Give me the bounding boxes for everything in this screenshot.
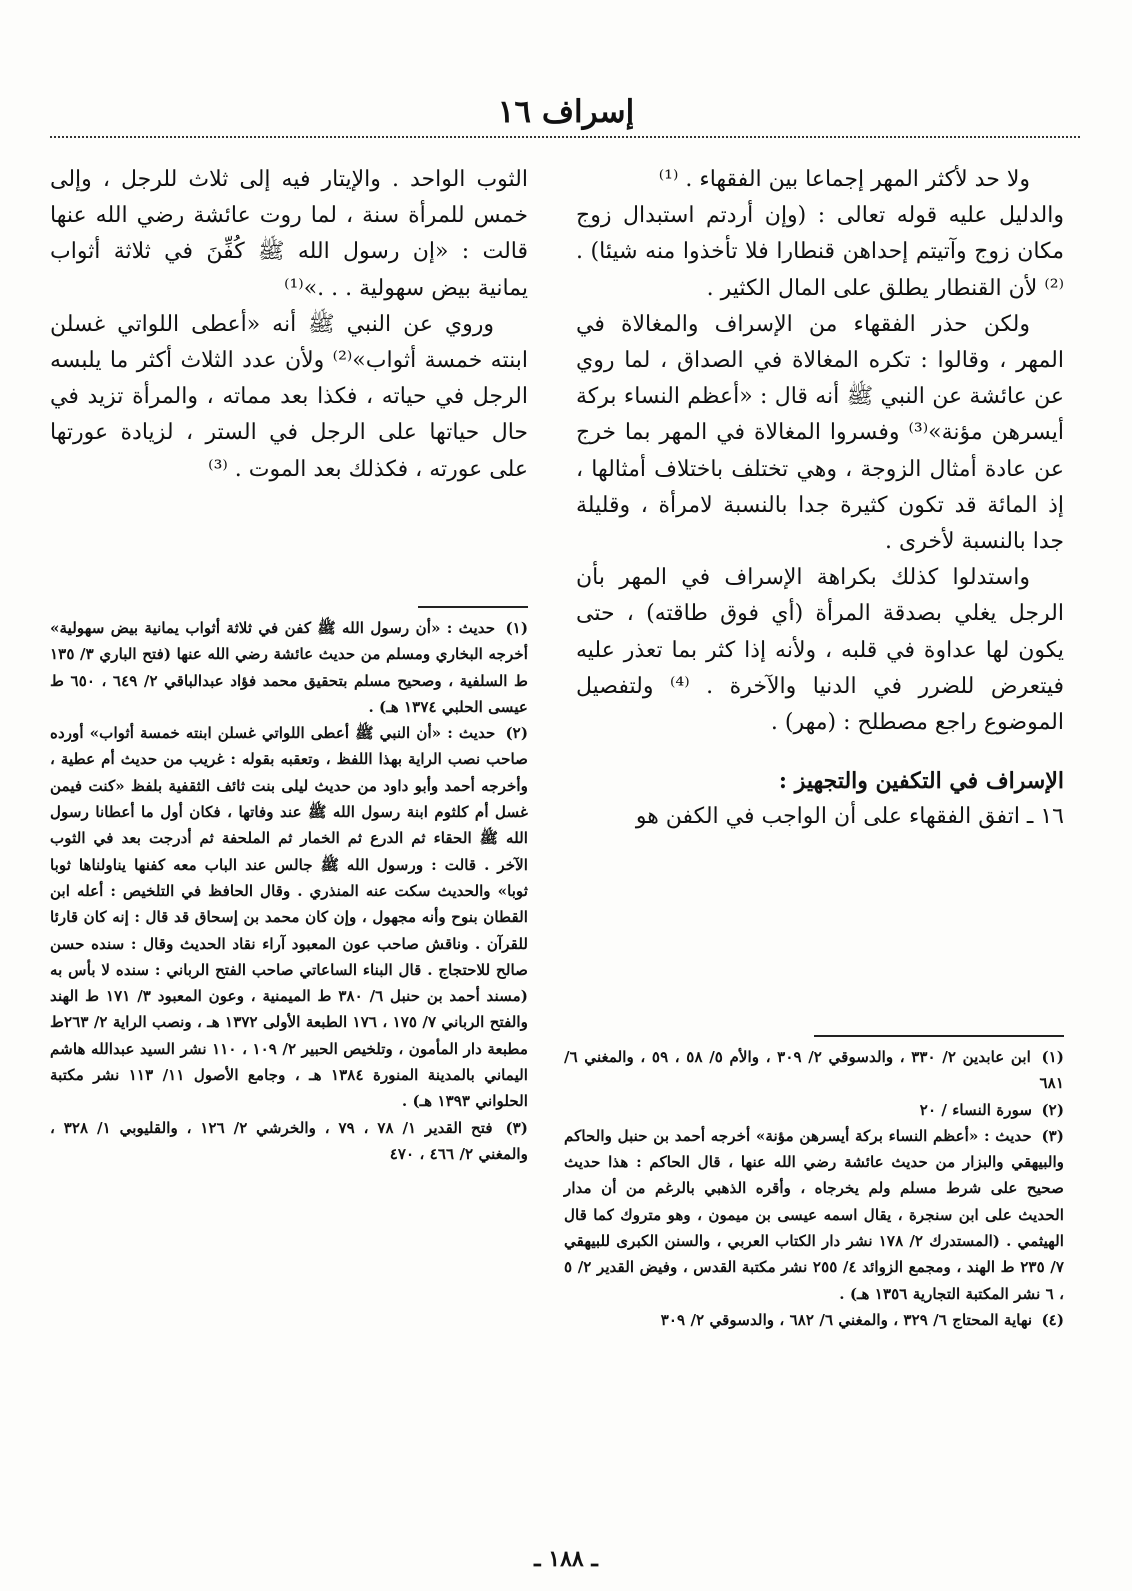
footnote-number: (١) (1041, 1048, 1064, 1066)
paragraph: ولكن حذر الفقهاء من الإسراف والمغالاة في المهر ، وقالوا : تكره المغالاة في الصداق ، لما روي عن عائشة عن النبي ﷺ أنه قال : «أعظم النساء بركة أيسرهن مؤنة»⁽³⁾ وفسروا المغالاة في المهر بما خرج عن عادة أمثال الزوجة ، وهي تختلف باختلاف أمثالها ، إذ المائة قد تكون كثيرة جدا بالنسبة لامرأة ، وقليلة جدا بالنسبة لأخرى . (576, 311, 1064, 555)
paragraph: والدليل عليه قوله تعالى : (وإن أردتم استبدال زوج مكان زوج وآتيتم إحداهن قنطارا فلا تأخذوا منه شيئا) . ⁽²⁾ لأن القنطار يطلق على المال الكثير . (576, 203, 1064, 301)
footnote-number: (٣) (1041, 1126, 1064, 1145)
footnote (564, 1307, 1064, 1333)
paragraph: واستدلوا كذلك بكراهة الإسراف في المهر بأن الرجل يغلي بصدقة المرأة (أي فوق طاقته) ، حتى يكون لها عداوة في قلبه ، ولأنه إذا كثر بما تعذر عليه فيتعرض للضرر في الدنيا والآخرة . ⁽⁴⁾ ولتفصيل الموضوع راجع مصطلح : (مهر) . (576, 565, 1064, 736)
footnote-text: نهاية المحتاج ٦/ ٣٢٩ ، والمغني ٦/ ٦٨٢ ، والدسوقي ٢/ ٣٠٩ (660, 1310, 1033, 1329)
footnote-number: (٢) (505, 724, 528, 743)
footnote-text: حديث : «أن رسول الله ﷺ كفن في ثلاثة أثواب يمانية بيض سهولية» أخرجه البخاري ومسلم من حديث عائشة رضي الله عنها (فتح الباري ٣/ ١٣٥ ط السلفية ، وصحيح مسلم بتحقيق محمد فؤاد عبدالباقي ٢/ ٦٤٩ ، ٦٥٠ ط عيسى الحلبي ١٣٧٤ هـ) . (50, 619, 528, 716)
footnote-number: (٣) (505, 1118, 528, 1137)
page-number: ـ ١٨٨ ـ (534, 1546, 598, 1572)
footnote-divider (814, 1035, 1064, 1037)
page-title: إسراف ١٦ (497, 94, 635, 130)
paragraph: ١٦ ـ اتفق الفقهاء على أن الواجب في الكفن هو (635, 804, 1064, 830)
footnote-text: فتح القدير ١/ ٧٨ ، ٧٩ ، والخرشي ٢/ ١٢٦ ، والقليوبي ١/ ٣٢٨ ، والمغني ٢/ ٤٦٦ ، ٤٧٠ (50, 1118, 528, 1163)
footnote-text: حديث : «أن النبي ﷺ أعطى اللواتي غسلن ابنته خمسة أثواب» أورده صاحب نصب الراية بهذا اللفظ ، وتعقبه بقوله : غريب من حديث أم عطية ، وأخرجه أحمد وأبو داود من حديث ليلى بنت ثائف الثقفية بلفظ «كنت فيمن غسل أم كلثوم ابنة رسول الله ﷺ عند وفاتها ، فكان أول ما أعطانا رسول الله ﷺ الحقاء ثم الدرع ثم الخمار ثم الملحفة ثم أدرجت بعد في الثوب الآخر . قالت : ورسول الله ﷺ جالس عند الباب معه كفنها يناولناها ثوبا ثوبا» والحديث سكت عنه المنذري . وقال الحافظ في التلخيص : أعله ابن القطان بنوح وأنه مجهول ، وإن كان محمد بن إسحاق قد قال : إنه كان قارئا للقرآن . وناقش صاحب عون المعبود آراء نقاد الحديث وقال : سنده حسن صالح للاحتجاج . قال البناء الساعاتي صاحب الفتح الرباني : سنده لا بأس به (مسند أحمد بن حنبل ٦/ ٣٨٠ ط الميمنية ، وعون المعبود ٣/ ١٧١ ط الهند والفتح الرباني ٧/ ١٧٥ ، ١٧٦ الطبعة الأولى ١٣٧٢ هـ ، ونصب الراية ٢/ ٢٦٣ط مطبعة دار المأمون ، وتلخيص الحبير ٢/ ١٠٩ ، ١١٠ نشر السيد عبدالله هاشم اليماني بالمدينة المنورة ١٣٨٤ هـ ، وجامع الأصول ١١/ ١١٣ نشر مكتبة الحلواني ١٣٩٣ هـ) . (50, 724, 529, 1111)
footnote (564, 1123, 1064, 1307)
paragraph: ولا حد لأكثر المهر إجماعا بين الفقهاء . ⁽¹⁾ (658, 167, 1030, 192)
footnote (50, 720, 528, 1114)
paragraph: الثوب الواحد . والإيتار فيه إلى ثلاث للرجل ، وإلى خمس للمرأة سنة ، لما روت عائشة رضي الله عنها قالت : «إن رسول الله ﷺ كُفِّنَ في ثلاثة أثواب يمانية بيض سهولية . . .»⁽¹⁾ (50, 167, 528, 301)
paragraph: وروي عن النبي ﷺ أنه «أعطى اللواتي غسلن ابنته خمسة أثواب»⁽²⁾ ولأن عدد الثلاث أكثر ما يلبسه الرجل في حياته ، فكذا بعد مماته ، والمرأة تزيد في حال حياتها على الرجل في الستر ، لزيادة عورتها على عورته ، فكذلك بعد الموت . ⁽³⁾ (50, 311, 528, 482)
footnote (564, 1044, 1064, 1097)
footnote-divider (418, 606, 528, 608)
footnote (50, 615, 528, 720)
footnote-text: سورة النساء / ٢٠ (919, 1100, 1033, 1119)
footnotes-left (50, 615, 528, 1167)
left-column (50, 162, 528, 488)
section-heading: الإسراف في التكفين والتجهيز : (778, 768, 1064, 795)
footnote-text: حديث : «أعظم النساء بركة أيسرهن مؤنة» أخرجه أحمد بن حنبل والحاكم والبيهقي والبزار من حديث عائشة رضي الله عنها ، قال الحاكم : هذا حديث صحيح على شرط مسلم ولم يخرجاه ، وأقره الذهبي بالرغم من أن مدار الحديث على ابن سنجرة ، يقال اسمه عيسى بن ميمون ، وهو متروك كما قال الهيثمي . (المستدرك ٢/ ١٧٨ نشر دار الكتاب العربي ، والسنن الكبرى للبيهقي ٧/ ٢٣٥ ط الهند ، ومجمع الزوائد ٤/ ٢٥٥ نشر مكتبة القدس ، وفيض القدير ٢/ ٥ ، ٦ نشر المكتبة التجارية ١٣٥٦ هـ) . (564, 1126, 1064, 1303)
right-column (576, 162, 1064, 836)
footnote-number: (٤) (1041, 1310, 1064, 1329)
footnote-number: (٢) (1041, 1100, 1064, 1119)
footnote (50, 1115, 528, 1168)
header-divider (50, 136, 1080, 138)
footnote-number: (١) (505, 619, 528, 637)
footnotes-right (564, 1044, 1064, 1333)
footnote-text: ابن عابدين ٢/ ٣٣٠ ، والدسوقي ٢/ ٣٠٩ ، والأم ٥/ ٥٨ ، ٥٩ ، والمغني ٦/ ٦٨١ (564, 1048, 1064, 1093)
footnote (564, 1097, 1064, 1123)
